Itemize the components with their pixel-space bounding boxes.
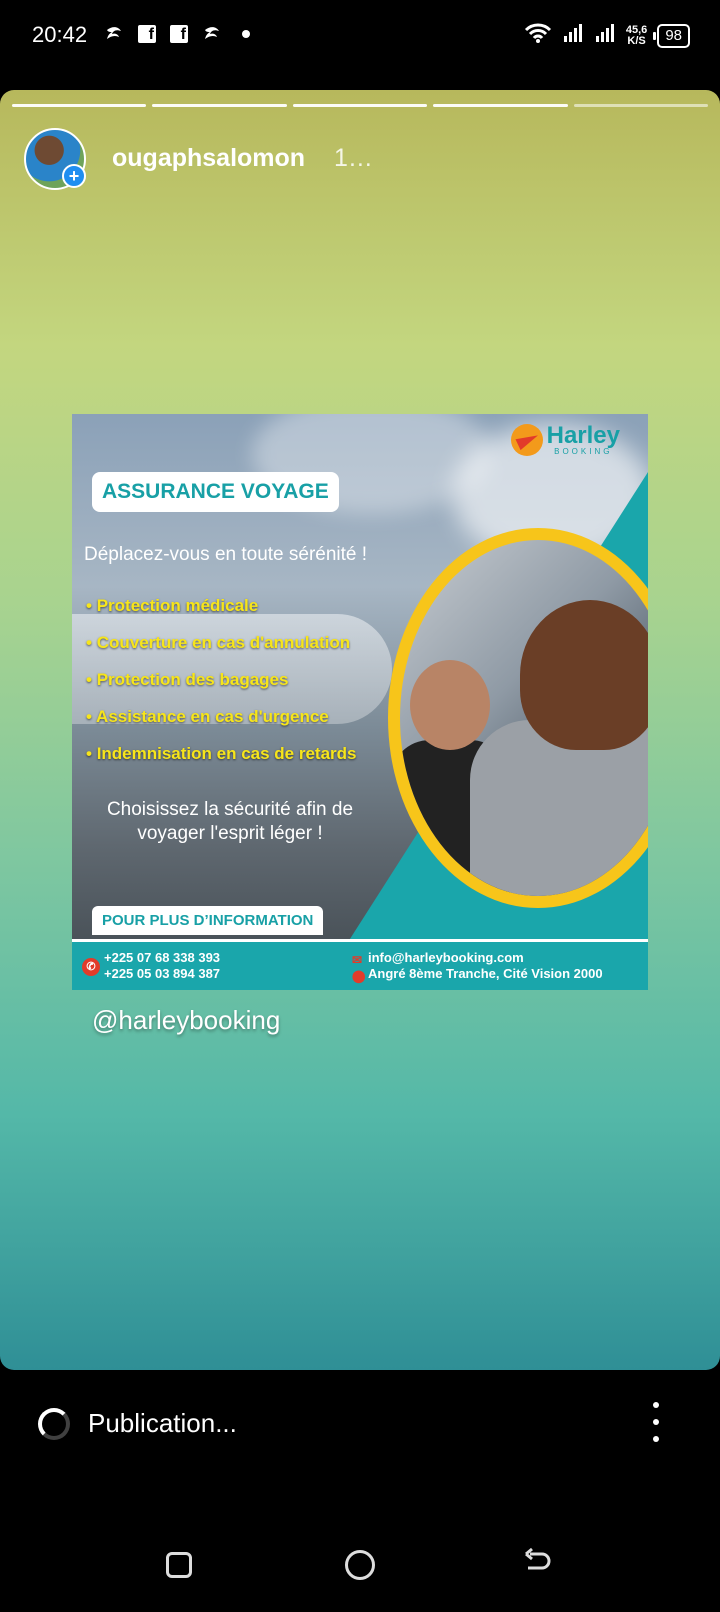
contact-icons (352, 952, 365, 984)
phone-number: +225 05 03 894 387 (104, 966, 221, 981)
info-label: POUR PLUS D’INFORMATION (92, 906, 323, 935)
network-speed (626, 25, 647, 47)
feature-item: • Indemnisation en cas de retards (86, 742, 357, 779)
mention-sticker[interactable]: @harleybooking (92, 1005, 281, 1035)
notification-icon (104, 24, 124, 44)
passenger-silhouette (470, 720, 648, 908)
passenger-silhouette (410, 660, 490, 750)
feature-item: • Assistance en cas d'urgence (86, 705, 357, 742)
slogan-line: Choisissez la sécurité afin de (106, 799, 354, 820)
notification-icon (202, 24, 222, 44)
status-time: 20:42 (32, 22, 88, 47)
feature-item: • Protection des bagages (86, 668, 357, 705)
ad-tagline: Déplacez-vous en toute sérénité ! (84, 544, 368, 565)
signal-icon (594, 22, 616, 49)
add-story-icon[interactable]: + (62, 164, 86, 188)
facebook-icon: f (170, 25, 188, 43)
status-left-icons (104, 24, 256, 44)
battery-indicator: 98 (657, 24, 690, 48)
dot-icon (236, 24, 256, 44)
phone-icon: ✆ (82, 958, 100, 976)
navigation-bar (0, 1530, 720, 1600)
status-bar (0, 0, 720, 74)
logo-name: Harley (546, 421, 620, 449)
logo-sub: BOOKING (554, 446, 613, 456)
loading-spinner-icon (38, 1408, 70, 1440)
location-pin-icon: ⬤ (352, 969, 366, 983)
story-time: 1… (334, 144, 373, 172)
story-progress (12, 104, 708, 107)
home-button[interactable] (345, 1550, 375, 1580)
ad-image (72, 414, 648, 990)
progress-segment (152, 104, 286, 107)
feature-list (86, 594, 357, 779)
story-username[interactable]: ougaphsalomon (112, 144, 306, 172)
address-text: Angré 8ème Tranche, Cité Vision 2000 (368, 966, 603, 981)
progress-segment (574, 104, 708, 107)
mail-icon: ✉ (352, 953, 363, 967)
phone-numbers (104, 950, 220, 982)
back-button[interactable] (522, 1546, 552, 1584)
feature-item: • Couverture en cas d'annulation (86, 631, 357, 668)
ad-title: ASSURANCE VOYAGE (92, 472, 339, 512)
contact-details (368, 950, 603, 982)
story-viewer[interactable] (0, 90, 720, 1370)
facebook-icon: f (138, 25, 156, 43)
plane-logo-icon (511, 424, 543, 456)
signal-icon (562, 22, 584, 49)
posting-status: Publication... (88, 1408, 237, 1438)
more-options-icon[interactable] (646, 1402, 666, 1442)
feature-item: • Protection médicale (86, 594, 357, 631)
harley-logo (511, 421, 620, 456)
progress-segment (293, 104, 427, 107)
progress-segment (12, 104, 146, 107)
ad-slogan (72, 798, 388, 846)
network-speed-value: 45,6 (625, 23, 648, 36)
slogan-line: voyager l'esprit léger ! (137, 823, 323, 844)
status-right-icons (524, 22, 690, 49)
network-speed-unit: K/S (627, 34, 646, 47)
phone-number: +225 07 68 338 393 (104, 950, 221, 965)
passenger-silhouette (520, 600, 648, 750)
progress-segment (433, 104, 567, 107)
posting-bar (0, 1378, 720, 1468)
email-text: info@harleybooking.com (368, 950, 524, 965)
contact-bar (72, 939, 648, 990)
wifi-icon (524, 22, 552, 49)
recent-apps-button[interactable] (166, 1552, 192, 1578)
